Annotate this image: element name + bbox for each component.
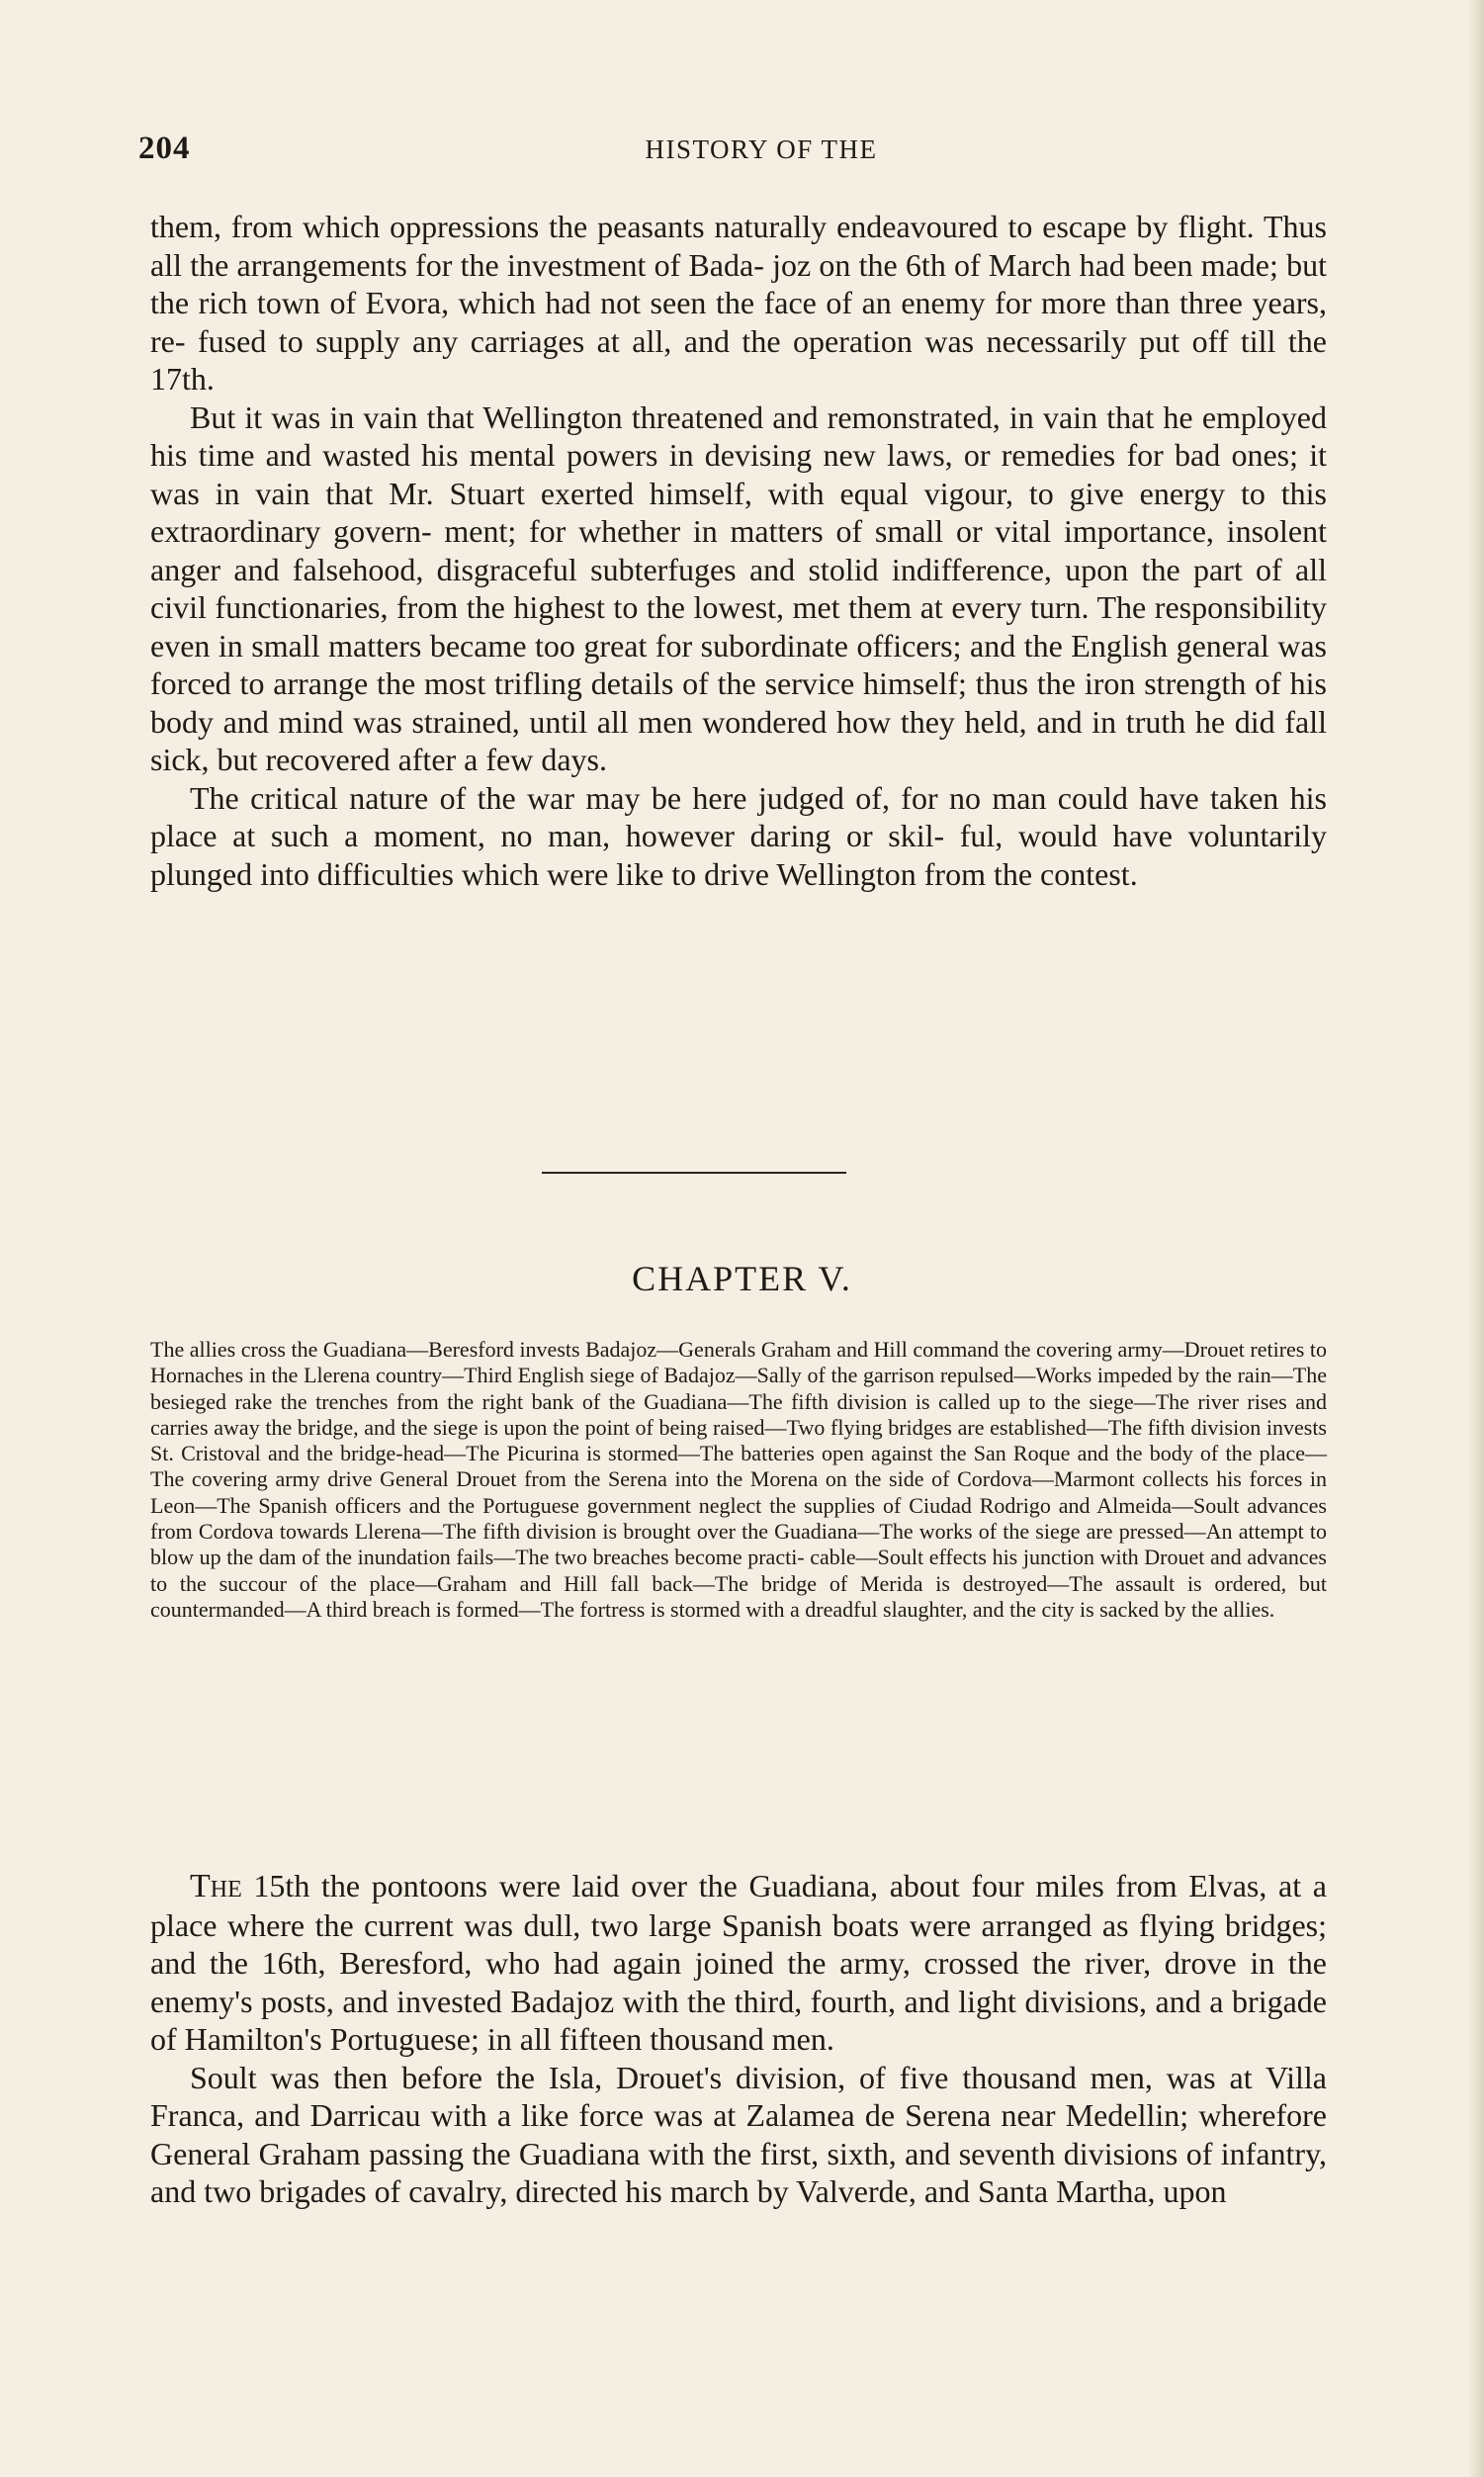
page-header <box>138 131 1325 180</box>
paragraph-text: 15th the pontoons were laid over the Guadiana, about four miles from Elvas, at a place where the current was dull, two large Spanish boats were arranged as flying bridges; and the 16th, Beresford, who had again joined the army, crossed the river, drove in the enemy's posts, and invested Badajoz with the third, fourth, and light divisions, and a brigade of Hamilton's Portuguese; in all fifteen thousand men. <box>150 1868 1327 2057</box>
paragraph <box>150 1867 1327 2059</box>
paragraph: Soult was then before the Isla, Drouet's division, of five thousand men, was at Villa Franca, and Darricau with a like force was at Zalamea de Serena near Medellin; wherefore General Graham passing the Guadiana with the first, sixth, and seventh divisions of infantry, and two brigades of cavalry, directed his march by Valverde, and Santa Martha, upon <box>150 2059 1327 2209</box>
page-edge-shadow <box>1468 0 1484 2477</box>
chapter-title: CHAPTER V. <box>632 1259 852 1298</box>
page-number: 204 <box>138 131 191 166</box>
chapter-summary: The allies cross the Guadiana—Beresford invests Badajoz—Generals Graham and Hill command the covering army—Drouet retires to Hornaches in the Llerena country—Third English siege of Badajoz—Sally of the garrison repulsed—Works impeded by the rain—The besieged rake the trenches from the right bank of the Guadiana—The fifth division is called up to the siege—The river rises and carries away the bridge, and the siege is upon the point of being raised—Two flying bridges are established—The fifth division invests St. Cristoval and the bridge-head—The Picurina is stormed—The batteries open against the San Roque and the body of the place—The covering army drive General Drouet from the Serena into the Morena on the side of Cordova—Marmont collects his forces in Leon—The Spanish officers and the Portuguese government neglect the supplies of Ciudad Rodrigo and Almeida—Soult advances from Cordova towards Llerena—The fifth division is brought over the Guadiana—The works of the siege are pressed—An attempt to blow up the dam of the inundation fails—The two breaches become practi- cable—Soult effects his junction with Drouet and advances to the succour of the place—Graham and Hill fall back—The bridge of Merida is destroyed—The assault is ordered, but countermanded—A third breach is formed—The fortress is stormed with a dreadful slaughter, and the city is sacked by the allies. <box>150 1337 1327 1622</box>
paragraph: But it was in vain that Wellington threatened and remonstrated, in vain that he employed his time and wasted his mental powers in devising new laws, or remedies for bad ones; it was in vain that Mr. Stuart exerted himself, with equal vigour, to give energy to this extraordinary govern- ment; for whether in matters of small or vital importance, insolent anger and falsehood, disgraceful subterfuges and stolid indifference, upon the part of all civil functionaries, from the highest to the lowest, met them at every turn. The responsibility even in small matters became too great for subordinate officers; and the English general was forced to arrange the most trifling details of the service himself; thus the iron strength of his body and mind was strained, until all men wondered how they held, and in truth he did fall sick, but recovered after a few days. <box>150 398 1327 777</box>
body-text-bottom <box>150 1867 1327 2211</box>
paragraph: The critical nature of the war may be here judged of, for no man could have taken his place at such a moment, no man, however daring or skil- ful, would have voluntarily plunged into difficulties which were like to drive Wellington from the contest. <box>150 779 1327 892</box>
paragraph: them, from which oppressions the peasants naturally endeavoured to escape by flight. Thus all the arrangements for the investment of Bada- joz on the 6th of March had been made; but the rich town of Evora, which had not seen the face of an enemy for more than three years, re- fused to supply any carriages at all, and the operation was necessarily put off till the 17th. <box>150 209 1327 397</box>
body-text-top <box>150 208 1327 893</box>
section-divider <box>542 1172 846 1174</box>
paragraph-lead-word: The <box>190 1868 242 1904</box>
running-head: HISTORY OF THE <box>645 134 878 164</box>
